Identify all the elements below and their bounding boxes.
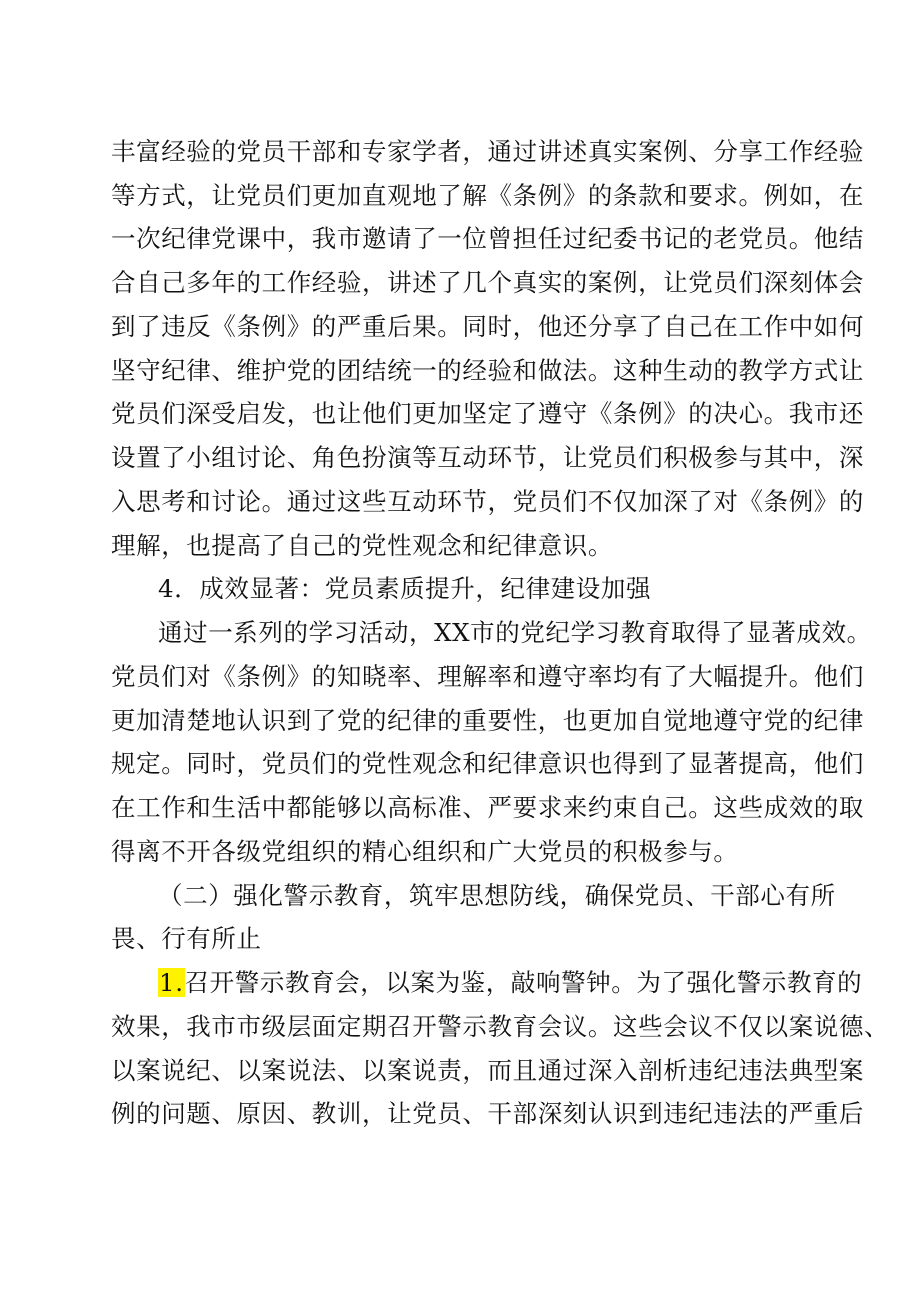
text-line-10: 理解，也提高了自己的党性观念和纪律意识。 bbox=[111, 531, 613, 560]
text-line-9: 入思考和讨论。通过这些互动环节，党员们不仅加深了对《条例》的 bbox=[111, 487, 864, 516]
section-heading-2: （二）强化警示教育，筑牢思想防线，确保党员、干部心有所 bbox=[158, 881, 836, 910]
text-line-15: 规定。同时，党员们的党性观念和纪律意识也得到了显著提高，他们 bbox=[111, 749, 864, 778]
text-line-17: 得离不开各级党组织的精心组织和广大党员的积极参与。 bbox=[111, 837, 739, 866]
highlighted-number: 1. bbox=[159, 968, 184, 997]
text-line-23: 例的问题、原因、教训，让党员、干部深刻认识到违纪违法的严重后 bbox=[111, 1099, 864, 1128]
text-line-4: 合自己多年的工作经验，讲述了几个真实的案例，让党员们深刻体会 bbox=[111, 268, 864, 297]
text-line-21: 效果，我市市级层面定期召开警示教育会议。这些会议不仅以案说德、 bbox=[111, 1012, 890, 1041]
text-line-5: 到了违反《条例》的严重后果。同时，他还分享了自己在工作中如何 bbox=[111, 312, 864, 341]
text-line-6: 坚守纪律、维护党的团结统一的经验和做法。这种生动的教学方式让 bbox=[111, 356, 864, 385]
text-line-2: 等方式，让党员们更加直观地了解《条例》的条款和要求。例如，在 bbox=[111, 181, 864, 210]
text-line-8: 设置了小组讨论、角色扮演等互动环节，让党员们积极参与其中，深 bbox=[111, 443, 864, 472]
text-line-7: 党员们深受启发，也让他们更加坚定了遵守《条例》的决心。我市还 bbox=[111, 399, 864, 428]
section-heading-4: 4．成效显著：党员素质提升，纪律建设加强 bbox=[158, 574, 652, 603]
numbered-item-1-text: 召开警示教育会，以案为鉴，敲响警钟。为了强化警示教育的 bbox=[184, 968, 863, 997]
text-line-14: 更加清楚地认识到了党的纪律的重要性，也更加自觉地遵守党的纪律 bbox=[111, 706, 864, 735]
text-line-16: 在工作和生活中都能够以高标准、严要求来约束自己。这些成效的取 bbox=[111, 793, 864, 822]
text-line-12: 通过一系列的学习活动，XX市的党纪学习教育取得了显著成效。 bbox=[158, 618, 872, 647]
text-line-22: 以案说纪、以案说法、以案说责，而且通过深入剖析违纪违法典型案 bbox=[111, 1056, 864, 1085]
numbered-item-1 bbox=[158, 967, 863, 999]
section-heading-2-continued: 畏、行有所止 bbox=[111, 924, 262, 953]
text-line-13: 党员们对《条例》的知晓率、理解率和遵守率均有了大幅提升。他们 bbox=[111, 662, 864, 691]
text-line-3: 一次纪律党课中，我市邀请了一位曾担任过纪委书记的老党员。他结 bbox=[111, 224, 864, 253]
text-line-1: 丰富经验的党员干部和专家学者，通过讲述真实案例、分享工作经验 bbox=[111, 137, 864, 166]
